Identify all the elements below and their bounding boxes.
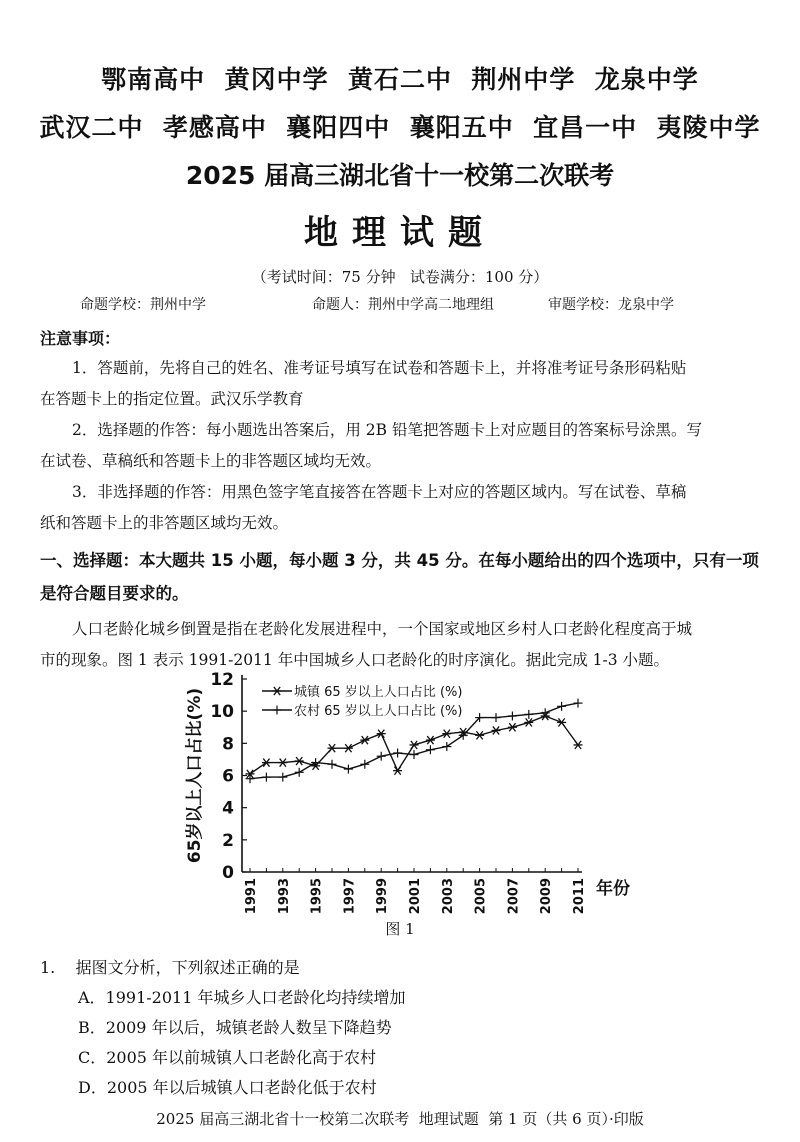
x-tick-label: 1997: [342, 878, 358, 915]
schools-line-1: 鄂南高中 黄冈中学 黄石二中 荆州中学 龙泉中学: [101, 65, 699, 94]
chart-legend: [262, 684, 462, 719]
passage-line-1: 人口老龄化城乡倒置是指在老龄化发展进程中，一个国家或地区乡村人口老龄化程度高于城: [72, 620, 693, 638]
notice-item-1-line-2: 在答题卡上的指定位置。武汉乐学教育: [40, 390, 304, 408]
x-tick-label: 2001: [408, 878, 423, 915]
x-tick-labels: [244, 868, 587, 914]
exam-time-info: （考试时间：75 分钟 试卷满分：100 分）: [251, 268, 549, 286]
question-1-option-c: C．2005 年以前城镇人口老龄化高于农村: [78, 1048, 377, 1067]
figure-caption: 图 1: [385, 920, 415, 938]
legend-label: 农村 65 岁以上人口占比 (%): [294, 704, 463, 719]
y-axis-label: 65岁以上人口占比(%): [185, 687, 205, 864]
x-tick-label: 2007: [506, 878, 522, 915]
series-1: [246, 712, 583, 778]
x-tick-label: 1995: [309, 878, 325, 915]
y-tick-label: 6: [222, 766, 234, 787]
section-1-line-1: 一、选择题：本大题共 15 小题，每小题 3 分，共 45 分。在每小题给出的四个选项中，只有一项: [40, 551, 759, 570]
question-1-option-a: A．1991-2011 年城乡人口老龄化均持续增加: [78, 988, 406, 1007]
setter: 命题人：荆州中学高二地理组: [312, 297, 494, 313]
schools-line-2: 武汉二中 孝感高中 襄阳四中 襄阳五中 宜昌一中 夷陵中学: [39, 113, 761, 142]
legend-entry-1: [262, 684, 462, 700]
x-tick-label: 1991: [244, 878, 259, 915]
page-footer: 2025 届高三湖北省十一校第二次联考 地理试题 第 1 页（共 6 页）·印版: [156, 1110, 644, 1128]
question-1-option-b: B．2009 年以后，城镇老龄人数呈下降趋势: [78, 1018, 392, 1037]
x-tick-label: 2011: [572, 878, 587, 915]
setter-school: 命题学校：荆州中学: [80, 297, 206, 313]
aging-line-chart: [180, 665, 650, 917]
x-axis-label: 年份: [596, 879, 630, 899]
x-tick-label: 2009: [539, 878, 555, 915]
legend-label: 城镇 65 岁以上人口占比 (%): [294, 685, 463, 700]
legend-entry-2: [262, 703, 462, 719]
x-tick-label: 1999: [375, 878, 391, 915]
x-tick-label: 2003: [440, 878, 456, 915]
notice-item-2-line-2: 在试卷、草稿纸和答题卡上的非答题区域均无效。: [40, 452, 382, 470]
x-tick-label: 2005: [473, 878, 489, 915]
notice-title: 注意事项：: [40, 329, 121, 348]
section-1-line-2: 是符合题目要求的。: [40, 584, 189, 603]
notice-item-1-line-1: 1．答题前，先将自己的姓名、准考证号填写在试卷和答题卡上，并将准考证号条形码粘贴: [72, 359, 687, 377]
question-1-stem: 1. 据图文分析，下列叙述正确的是: [40, 958, 300, 977]
notice-item-3-line-1: 3．非选择题的作答：用黑色签字笔直接答在答题卡上对应的答题区域内。写在试卷、草稿: [72, 483, 687, 501]
y-tick-label: 12: [210, 670, 234, 690]
passage-line-2: 市的现象。图 1 表示 1991-2011 年中国城乡人口老龄化的时序演化。据此完成 1-3 小题。: [40, 651, 670, 669]
subject-title: 地理试题: [304, 213, 496, 253]
reviewer-school: 审题学校：龙泉中学: [548, 297, 674, 313]
notice-item-2-line-1: 2．选择题的作答：每小题选出答案后，用 2B 铅笔把答题卡上对应题目的答案标号涂黑。写: [72, 421, 702, 439]
y-tick-label: 0: [222, 863, 234, 883]
exam-title: 2025 届高三湖北省十一校第二次联考: [185, 161, 615, 190]
notice-item-3-line-2: 纸和答题卡上的非答题区域均无效。: [40, 514, 289, 532]
y-tick-label: 10: [210, 702, 234, 723]
y-tick-label: 4: [222, 798, 234, 819]
y-tick-label: 2: [222, 830, 234, 851]
y-tick-label: 8: [222, 734, 234, 755]
x-tick-label: 1993: [276, 878, 292, 915]
question-1-option-d: D．2005 年以后城镇人口老龄化低于农村: [78, 1078, 377, 1097]
